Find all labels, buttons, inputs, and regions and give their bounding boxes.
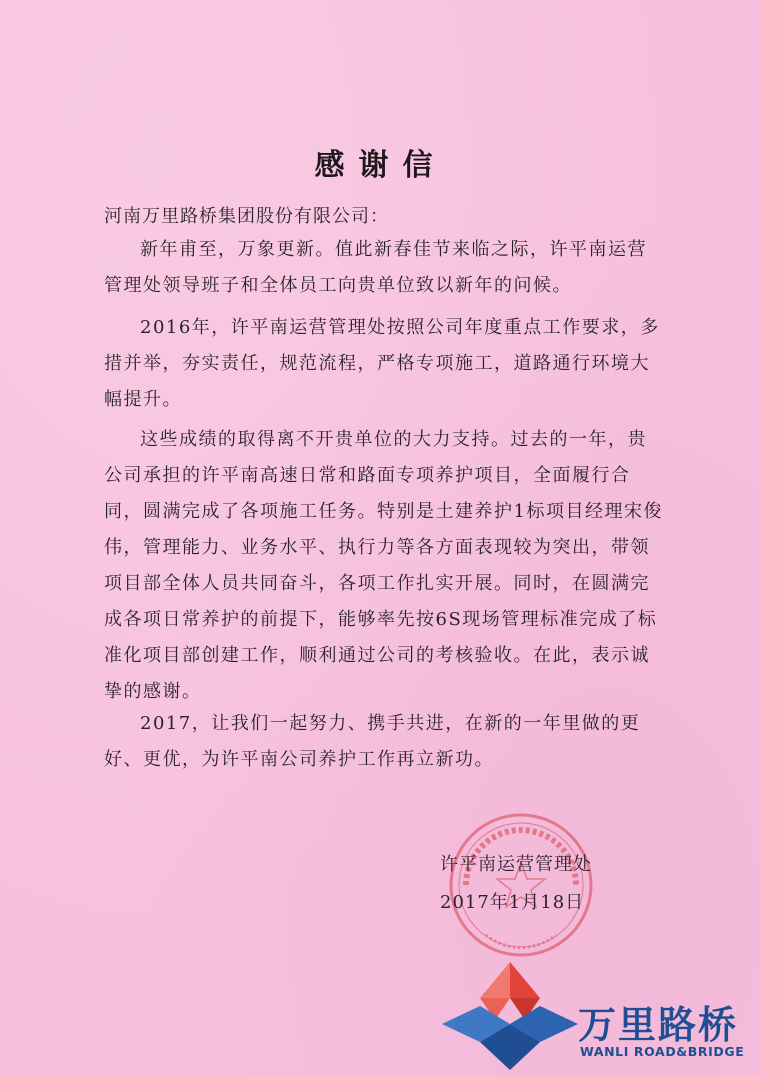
paragraph-3: 这些成绩的取得离不开贵单位的大力支持。过去的一年，贵公司承担的许平南高速日常和路面专项养护项目，全面履行合同，圆满完成了各项施工任务。特别是土建养护1标项目经理宋俊伟，管理能力、业务水平、执行力等各方面表现较为突出，带领项目部全体人员共同奋斗，各项工作扎实开展。同时，在圆满完成各项日常养护的前提下，能够率先按6S现场管理标准完成了标准化项目部创建工作，顺利通过公司的考核验收。在此，表示诚挚的感谢。 (104, 429, 663, 702)
signature-organization: 许平南运营管理处 (440, 854, 592, 875)
paragraph-1: 新年甫至，万象更新。值此新春佳节来临之际，许平南运营管理处领导班子和全体员工向贵单位致以新年的问候。 (104, 239, 647, 296)
logo-name-cn: 万里路桥 (578, 1003, 739, 1047)
wanli-logo (440, 958, 761, 1076)
paragraph-2: 2016年，许平南运营管理处按照公司年度重点工作要求，多措并举，夯实责任，规范流程，严格专项施工，道路通行环境大幅提升。 (104, 317, 660, 410)
logo-name-en: WANLI ROAD&BRIDGE (580, 1044, 745, 1059)
wanli-logo-mark-icon (440, 958, 580, 1076)
salutation: 河南万里路桥集团股份有限公司： (104, 206, 389, 227)
paragraph-4: 2017，让我们一起努力、携手共进，在新的一年里做的更好、更优，为许平南公司养护工作再立新功。 (104, 713, 641, 770)
company-seal-icon (446, 810, 596, 960)
signature-date: 2017年1月18日 (440, 892, 585, 913)
letter-title: 感谢信 (314, 148, 447, 183)
